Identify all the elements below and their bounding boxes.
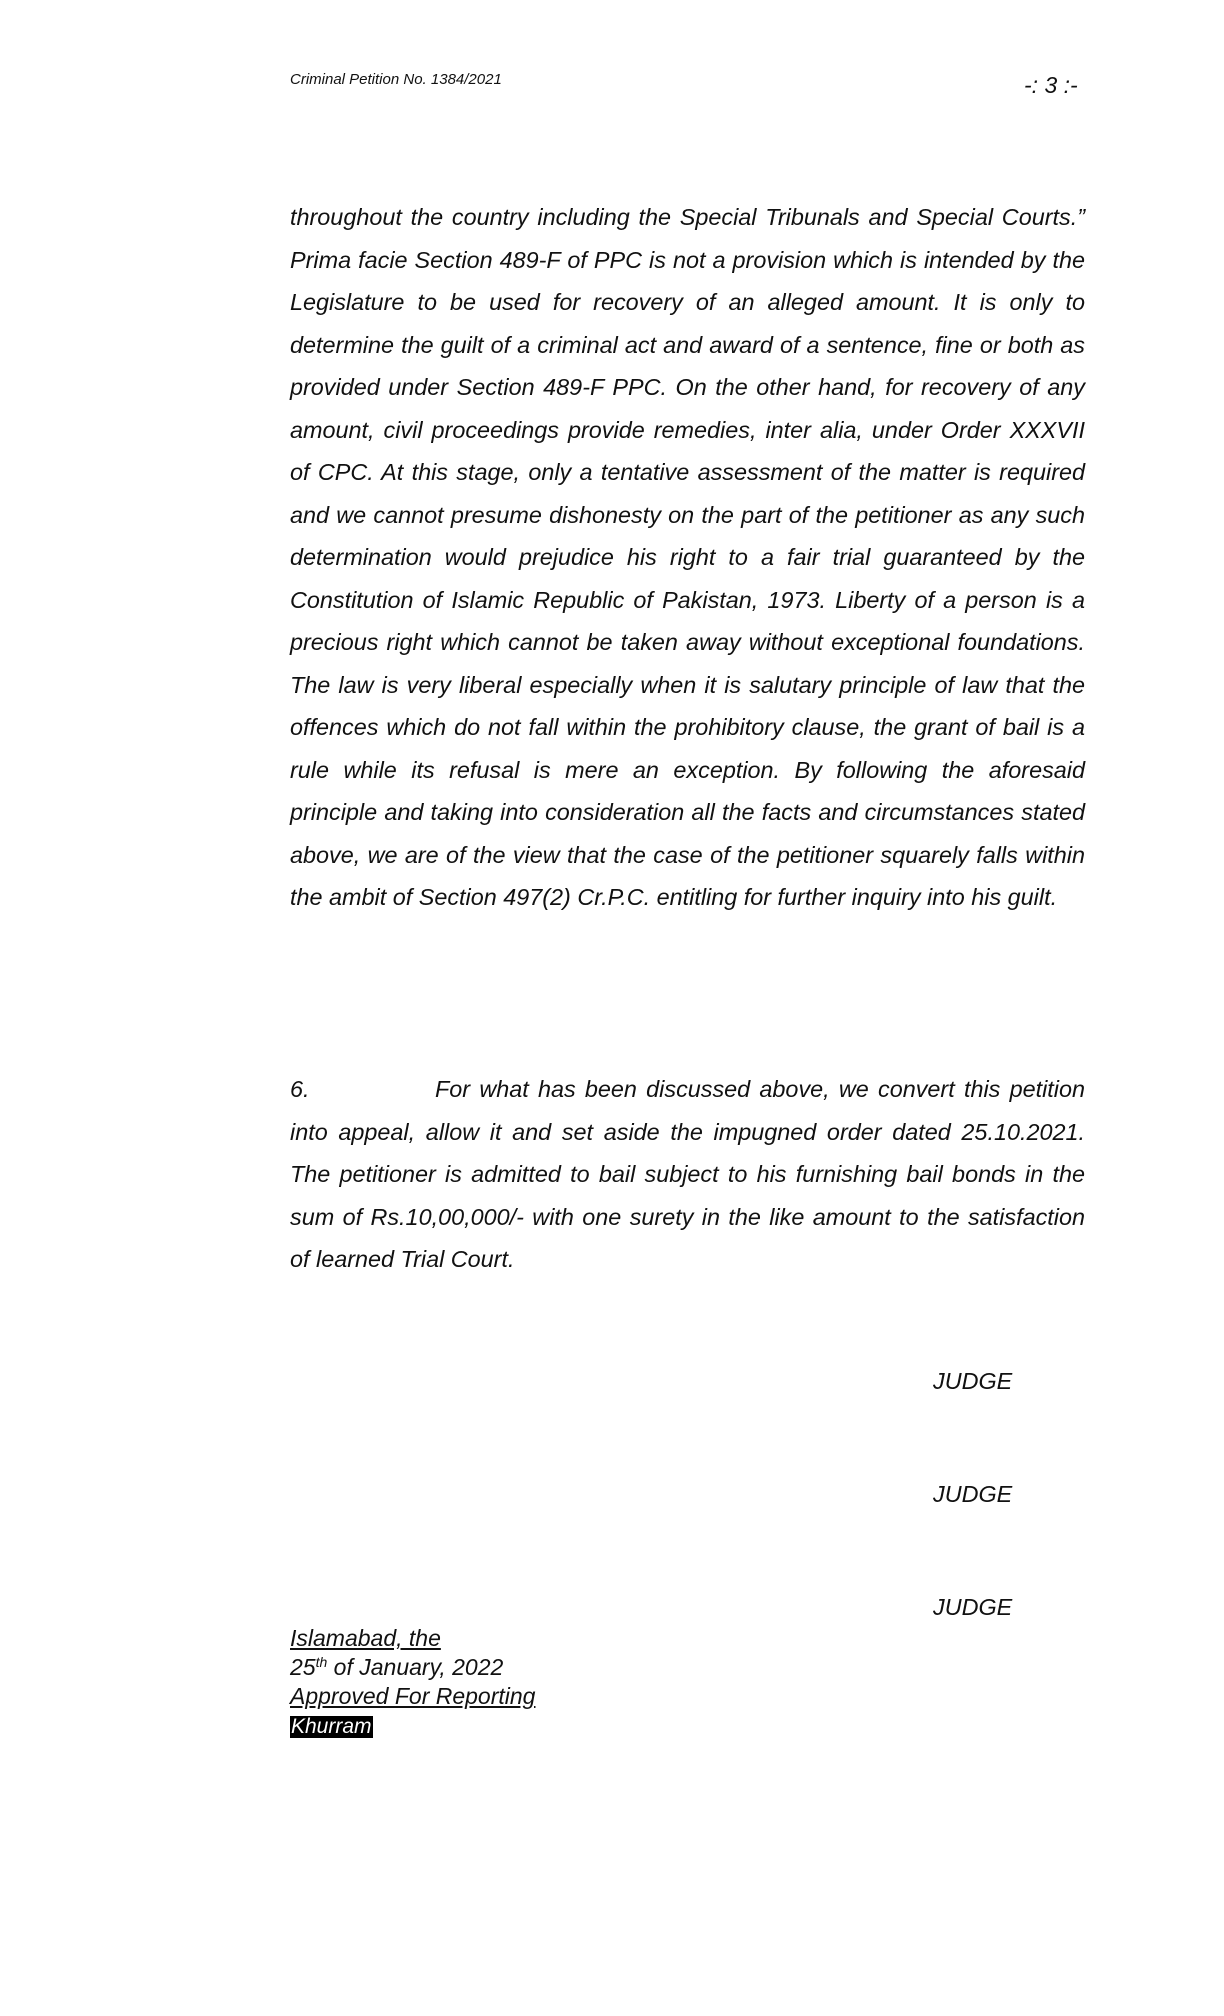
- paragraph-6: [290, 1068, 1085, 1281]
- footer-reporting: Approved For Reporting: [290, 1683, 536, 1709]
- paragraph-continued: throughout the country including the Special Tribunals and Special Courts.” Prima facie Section 489-F of PPC is not a provision which is intended by the Legislature to be used for recovery of an alleged amount. It is only to determine the guilt of a criminal act and award of a sentence, fine or both as provided under Section 489-F PPC. On the other hand, for recovery of any amount, civil proceedings provide remedies, inter alia, under Order XXXVII of CPC. At this stage, only a tentative assessment of the matter is required and we cannot presume dishonesty on the part of the petitioner as any such determination would prejudice his right to a fair trial guaranteed by the Constitution of Islamic Republic of Pakistan, 1973. Liberty of a person is a precious right which cannot be taken away without exceptional foundations. The law is very liberal especially when it is salutary principle of law that the offences which do not fall within the prohibitory clause, the grant of bail is a rule while its refusal is mere an exception. By following the aforesaid principle and taking into consideration all the facts and circumstances stated above, we are of the view that the case of the petitioner squarely falls within the ambit of Section 497(2) Cr.P.C. entitling for further inquiry into his guilt.: [290, 204, 1085, 910]
- judge-signature-1: JUDGE: [933, 1368, 1013, 1394]
- paragraph-number: 6.: [290, 1076, 310, 1102]
- judge-signature-2: JUDGE: [933, 1481, 1013, 1507]
- footer-date-rest: of January, 2022: [327, 1654, 504, 1680]
- footer-block: [290, 1624, 535, 1740]
- footer-initials: Khurram: [291, 1715, 372, 1738]
- footer-date: [290, 1653, 535, 1682]
- footer-date-day: 25: [290, 1654, 316, 1680]
- paragraph-6-text: For what has been discussed above, we convert this petition into appeal, allow it and set aside the impugned order dated 25.10.2021. The petitioner is admitted to bail subject to his furnishing bail bonds in the sum of Rs.10,00,000/- with one surety in the like amount to the satisfaction of learned Trial Court.: [290, 1076, 1085, 1272]
- judge-signature-3: JUDGE: [933, 1594, 1013, 1620]
- footer-place: Islamabad, the: [290, 1625, 441, 1651]
- case-number: Criminal Petition No. 1384/2021: [290, 71, 502, 88]
- footer-date-suffix: th: [315, 1654, 328, 1670]
- page-number: -: 3 :-: [1024, 72, 1078, 98]
